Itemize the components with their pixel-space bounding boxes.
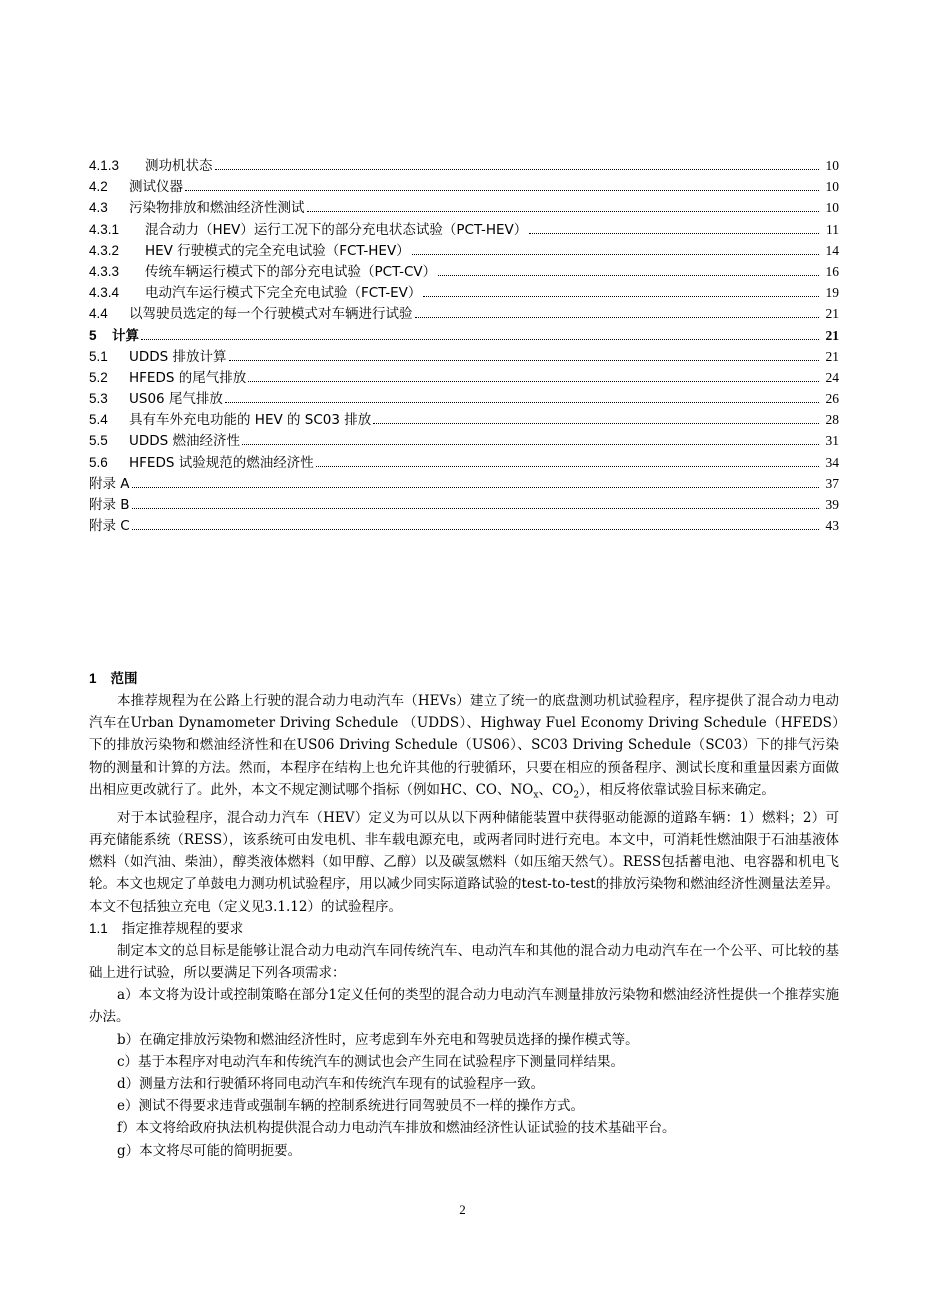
toc-entry-page: 19 <box>825 285 839 301</box>
section-number: 1 <box>89 671 97 686</box>
toc-dot-leader <box>423 295 819 297</box>
toc-entry-page: 10 <box>825 200 839 216</box>
toc-entry[interactable] <box>89 282 839 303</box>
toc-entry-number: 5.4 <box>89 412 108 428</box>
toc-dot-leader <box>415 316 820 318</box>
toc-entry-page: 26 <box>825 391 839 407</box>
requirement-item: e）测试不得要求违背或强制车辆的控制系统进行同驾驶员不一样的操作方式。 <box>117 1098 584 1115</box>
toc-entry-title: HFEDS 的尾气排放 <box>129 369 247 386</box>
toc-entry-number: 5.5 <box>89 433 108 449</box>
toc-entry-title: 附录 A <box>89 475 130 492</box>
toc-entry-title: 计算 <box>112 327 139 344</box>
toc-entry-title: 污染物排放和燃油经济性测试 <box>129 200 305 217</box>
toc-entry-page: 24 <box>825 369 839 385</box>
toc-entry[interactable] <box>89 409 839 430</box>
toc-dot-leader <box>307 210 820 212</box>
section-1 <box>89 668 839 1162</box>
toc-entry-page: 43 <box>825 518 839 534</box>
page-number: 2 <box>459 1202 466 1217</box>
toc-entry[interactable] <box>89 473 839 494</box>
table-of-contents <box>89 155 839 536</box>
toc-entry-title: UDDS 燃油经济性 <box>129 433 241 450</box>
toc-entry-number: 4.1.3 <box>89 158 120 173</box>
toc-entry[interactable] <box>89 155 839 176</box>
subsection-heading <box>89 918 839 940</box>
toc-entry[interactable] <box>89 494 839 515</box>
toc-entry[interactable] <box>89 197 839 218</box>
toc-entry-page: 37 <box>825 475 839 491</box>
toc-entry[interactable] <box>89 303 839 324</box>
toc-dot-leader <box>248 380 819 382</box>
toc-entry-title: 测试仪器 <box>129 179 183 196</box>
toc-entry-page: 31 <box>825 433 839 449</box>
toc-dot-leader <box>529 232 819 234</box>
subsection-number: 1.1 <box>89 920 108 936</box>
toc-entry-page: 14 <box>825 242 839 258</box>
toc-entry-title: 以驾驶员选定的每一个行驶模式对车辆进行试验 <box>129 306 413 323</box>
toc-entry-number: 5.3 <box>89 391 108 407</box>
toc-entry[interactable] <box>89 388 839 409</box>
toc-entry-page: 10 <box>825 158 839 173</box>
toc-entry-title: 传统车辆运行模式下的部分充电试验（PCT-CV） <box>145 263 437 280</box>
toc-entry-page: 10 <box>825 179 839 195</box>
toc-entry[interactable] <box>89 176 839 197</box>
toc-dot-leader <box>132 528 819 530</box>
requirement-item: b）在确定排放污染物和燃油经济性时，应考虑到车外充电和驾驶员选择的操作模式等。 <box>117 1031 639 1048</box>
section-heading <box>89 668 839 690</box>
toc-entry-number: 4.3 <box>89 200 108 216</box>
toc-entry-title: 具有车外充电功能的 HEV 的 SC03 排放 <box>129 412 372 429</box>
toc-entry[interactable] <box>89 261 839 282</box>
toc-entry-title: 附录 B <box>89 497 130 513</box>
toc-entry[interactable] <box>89 430 839 451</box>
requirement-item: c）基于本程序对电动汽车和传统汽车的测试也会产生同在试验程序下测量同样结果。 <box>117 1053 625 1070</box>
toc-entry-page: 21 <box>825 306 839 322</box>
toc-dot-leader <box>229 359 819 361</box>
toc-entry-number: 5.2 <box>89 369 108 385</box>
subsection-title: 指定推荐规程的要求 <box>121 920 244 937</box>
toc-entry-page: 11 <box>826 221 839 237</box>
toc-dot-leader <box>438 274 819 276</box>
requirement-item: f）本文将给政府执法机构提供混合动力电动汽车排放和燃油经济性认证试验的技术基础平台。 <box>117 1120 676 1137</box>
toc-entry-title: HEV 行驶模式的完全充电试验（FCT-HEV） <box>145 242 410 259</box>
toc-entry-page: 21 <box>825 327 839 343</box>
toc-entry-number: 4.2 <box>89 179 108 195</box>
scope-paragraph-1: 本推荐规程为在公路上行驶的混合动力电动汽车（HEVs）建立了统一的底盘测功机试验程序，程序提供了混合动力电动汽车在Urban Dynamometer Driving Schedule （UDDS）、Highway Fuel Economy Driving Schedule（HFEDS）下的排放污染物和燃油经济性和在US06 Driving Schedule（US06）、SC03 Driving Schedule（SC03）下的排气污染物的测量和计算的方法。然而，本程序在结构上也允许其他的行驶循环，只要在相应的预备程序、测试长度和重量因素方面做出相应更改就行了。此外，本文不规定测试哪个指标（例如HC、CO、$NO_x$、$CO_2$），相反将依靠试验目标来确定。 <box>89 693 839 801</box>
toc-dot-leader <box>132 486 819 488</box>
toc-entry-title: 附录 C <box>89 518 130 535</box>
toc-entry[interactable] <box>89 367 839 388</box>
toc-entry-number: 5 <box>89 327 97 343</box>
toc-entry-title: HFEDS 试验规范的燃油经济性 <box>129 454 314 471</box>
toc-dot-leader <box>141 338 819 340</box>
toc-entry[interactable] <box>89 219 839 240</box>
toc-dot-leader <box>225 401 819 403</box>
toc-entry[interactable] <box>89 452 839 473</box>
toc-entry-title: 混合动力（HEV）运行工况下的部分充电状态试验（PCT-HEV） <box>145 221 528 238</box>
toc-entry-page: 39 <box>825 497 839 512</box>
toc-entry-title: US06 尾气排放 <box>129 391 223 408</box>
toc-entry[interactable] <box>89 240 839 261</box>
requirements-paragraph: 制定本文的总目标是能够让混合动力电动汽车同传统汽车、电动汽车和其他的混合动力电动汽车在一个公平、可比较的基础上进行试验，所以要满足下列各项需求： <box>89 942 839 981</box>
toc-dot-leader <box>215 168 820 170</box>
toc-entry[interactable] <box>89 325 839 346</box>
requirement-item: a）本文将为设计或控制策略在部分1定义任何的类型的混合动力电动汽车测量排放污染物和燃油经济性提供一个推荐实施办法。 <box>89 987 839 1026</box>
toc-dot-leader <box>373 422 819 424</box>
toc-entry-number: 4.3.3 <box>89 263 120 279</box>
toc-entry-number: 4.3.1 <box>89 221 120 237</box>
section-title: 范围 <box>110 671 138 687</box>
toc-entry-page: 34 <box>825 454 839 470</box>
toc-dot-leader <box>316 465 819 467</box>
toc-entry-number: 4.3.2 <box>89 242 120 258</box>
toc-entry-number: 5.6 <box>89 454 108 470</box>
requirement-item: g）本文将尽可能的简明扼要。 <box>117 1142 302 1159</box>
toc-dot-leader <box>185 189 819 191</box>
toc-entry-title: 电动汽车运行模式下完全充电试验（FCT-EV） <box>145 285 422 302</box>
scope-paragraph-2: 对于本试验程序，混合动力汽车（HEV）定义为可以从以下两种储能装置中获得驱动能源的道路车辆：1）燃料；2）可再充储能系统（RESS），该系统可由发电机、非车载电源充电，或两者同时进行充电。本文中，可消耗性燃油限于石油基液体燃料（如汽油、柴油），醇类液体燃料（如甲醇、乙醇）以及碳氢燃料（如压缩天然气）。RESS包括蓄电池、电容器和机电飞轮。本文也规定了单鼓电力测功机试验程序，用以减少同实际道路试验的test-to-test的排放污染物和燃油经济性测量法差异。 本文不包括独立充电（定义见3.1.12）的试验程序。 <box>89 809 839 915</box>
toc-entry-number: 4.4 <box>89 306 108 322</box>
toc-entry-page: 28 <box>825 412 839 428</box>
toc-dot-leader <box>242 443 819 445</box>
toc-entry-page: 21 <box>825 348 839 364</box>
toc-dot-leader <box>412 253 819 255</box>
toc-entry-number: 5.1 <box>89 348 108 364</box>
requirement-item: d）测量方法和行驶循环将同电动汽车和传统汽车现有的试验程序一致。 <box>117 1075 545 1092</box>
toc-entry-title: 测功机状态 <box>145 158 213 174</box>
toc-entry[interactable] <box>89 515 839 536</box>
toc-entry-title: UDDS 排放计算 <box>129 348 227 365</box>
toc-dot-leader <box>132 507 819 509</box>
toc-entry-number: 4.3.4 <box>89 285 120 301</box>
requirements-list <box>89 984 839 1162</box>
toc-entry[interactable] <box>89 346 839 367</box>
toc-entry-page: 16 <box>825 263 839 279</box>
